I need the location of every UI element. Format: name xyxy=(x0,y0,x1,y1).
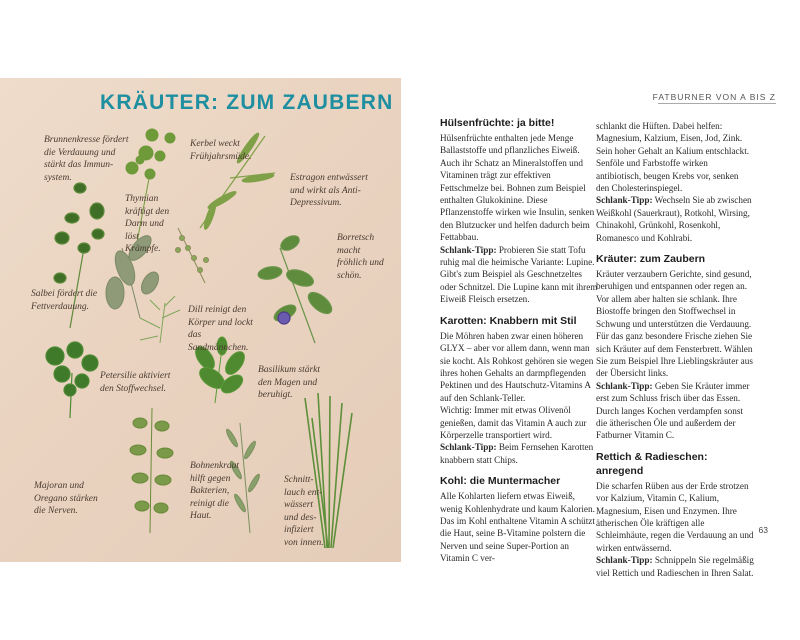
slim-tip xyxy=(440,441,598,466)
slim-tip xyxy=(596,554,754,579)
caption-basil: Basilikum stärkt den Magen und beruhigt. xyxy=(258,365,321,400)
section-body: Alle Kohlarten liefern etwas Eiweiß, wenig Kohlenhydrate und kaum Kalorien. Das im Kohl enthaltene Vitamin A schützt die Haut, seine B-Vitamine polstern die Nerven und seine Super-Portion an Vitamin C ver- xyxy=(440,491,595,564)
section-heading: Rettich & Radieschen: anregend xyxy=(596,450,708,477)
tip-text: Geben Sie Kräuter immer erst zum Schluss frisch über das Essen. Durch langes Kochen verdampfen sonst die ätherischen Öle und außerdem der Fatburner Vitamin C. xyxy=(596,380,750,441)
caption-tarragon: Estragon entwässert und wirkt als Anti-Depressivum. xyxy=(290,173,368,208)
section-heading: Kräuter: zum Zaubern xyxy=(596,253,706,266)
running-head: FATBURNER VON A BIS Z xyxy=(652,92,776,102)
page-title: KRÄUTER: ZUM ZAUBERN xyxy=(100,91,394,114)
tip-text: Probieren Sie statt Tofu ruhig mal die heimische Variante: Lupine. Gibt's zum Beispiel als Geschnetzeltes oder Schnitzel. Die Lupine kann mit ihrem Eiweiß Fleisch ersetzen. xyxy=(440,244,598,305)
tip-label: Schlank-Tipp: xyxy=(596,195,653,206)
slim-tip xyxy=(440,244,598,306)
tip-label: Schlank-Tipp: xyxy=(596,555,653,566)
slim-tip xyxy=(596,380,754,442)
tip-text: Schnippeln Sie regelmäßig viel Rettich und Radieschen in Ihren Salat. xyxy=(596,555,754,578)
page-number: 63 xyxy=(758,525,768,535)
running-head-rule xyxy=(658,103,776,104)
section-body: Hülsenfrüchte enthalten jede Menge Ballaststoffe und pflanzliches Eiweiß. Auch ihr Schatz an Mineralstoffen und Vitaminen trägt zur effektiven Fettschmelze bei. Bohnen zum Beispiel enthalten Glukokinine. Diese Pflanzenstoffe wirken wie Insulin, senken den Blutzucker und helfen dadurch beim Fettabbau. xyxy=(440,133,595,243)
caption-marjoram: Majoran und Oregano stärken die Nerven. xyxy=(34,481,98,516)
tip-text: Wechseln Sie ab zwischen Weißkohl (Sauerkraut), Rotkohl, Wirsing, Chinakohl, Grünkohl, Rosenkohl, Romanesco und Kohlrabi. xyxy=(596,195,752,243)
section-body: Die Möhren haben zwar einen höheren GLYX – aber vor allem dann, wenn man sie kocht. Als Rohkost gehören sie wegen ihres hohen Gehalts an darmpflegenden Pektinen und des Hautschutz-Vitamins A auf den Schlank-Teller. xyxy=(440,330,594,403)
caption-dill: Dill reinigt den Körper und lockt das Sandmännchen. xyxy=(188,305,253,353)
tip-label: Schlank-Tipp: xyxy=(596,380,653,391)
borage-sprig xyxy=(257,233,335,343)
section-body: Die scharfen Rüben aus der Erde strotzen vor Kalzium, Vitamin C, Kalium, Magnesium, Eisen und Enzymen. Ihre ätherischen Öle kräftigen alle Schleimhäute, regen die Verdauung an und wirken entwässernd. xyxy=(596,480,754,553)
parsley-sprig xyxy=(46,342,98,418)
dill-sprig xyxy=(140,296,180,343)
tip-text: Beim Fernsehen Karotten knabbern statt Chips. xyxy=(440,442,594,465)
section-body: Für das ganz besondere Frische ziehen Sie sich Kräuter auf dem Fensterbrett. Wählen Sie zum Beispiel Ihre Lieblingskräuter aus der Übersicht links. xyxy=(596,331,753,379)
caption-watercress: Brunnenkresse fördert die Verdauung und stärkt das Immun- system. xyxy=(44,135,129,183)
caption-savory: Bohnenkraut hilft gegen Bakterien, reinigt die Haut. xyxy=(190,461,240,521)
caption-borage: Borretsch macht fröhlich und schön. xyxy=(337,233,384,281)
text-column-right xyxy=(596,120,754,579)
section-body: Wichtig: Immer mit etwas Olivenöl genießen, damit das Vitamin A auch zur Körperzelle transportiert wird. xyxy=(440,405,587,440)
marjoram-sprig xyxy=(130,408,173,533)
section-body: schlankt die Hüften. Dabei helfen: Magnesium, Kalzium, Eisen, Jod, Zink. Sein hoher Gehalt an Kalium entschlackt. Senföle und Farbstoffe wirken antibiotisch, beugen Krebs vor, senken den Cholesterinspiegel. xyxy=(596,121,750,194)
tip-label: Schlank-Tipp: xyxy=(440,244,497,255)
section-heading: Kohl: die Muntermacher xyxy=(440,475,561,488)
caption-chives: Schnitt- lauch ent- wässert und des- infiziert von innen. xyxy=(284,475,324,548)
text-column-left xyxy=(440,116,598,565)
caption-thyme: Thymian kräftigt den Darm und löst Krämpfe. xyxy=(125,194,170,254)
section-body: Kräuter verzaubern Gerichte, sind gesund, beruhigen und entspannen oder regen an. Vor allem aber halten sie schlank. Ihre Biostoffe bringen den Stoffwechsel in Schwung und unterstützen die Verdauung. xyxy=(596,269,752,329)
thyme-sprig xyxy=(176,228,209,283)
herb-photo-page xyxy=(0,78,401,562)
caption-sage: Salbei fördert die Fettverdauung. xyxy=(31,289,98,312)
caption-chervil: Kerbel weckt Frühjahrsmüde. xyxy=(190,139,252,162)
caption-parsley: Petersilie aktiviert den Stoffwechsel. xyxy=(100,371,171,394)
section-heading: Hülsenfrüchte: ja bitte! xyxy=(440,117,555,129)
slim-tip xyxy=(596,194,754,244)
section-heading: Karotten: Knabbern mit Stil xyxy=(440,314,577,327)
tip-label: Schlank-Tipp: xyxy=(440,442,497,453)
